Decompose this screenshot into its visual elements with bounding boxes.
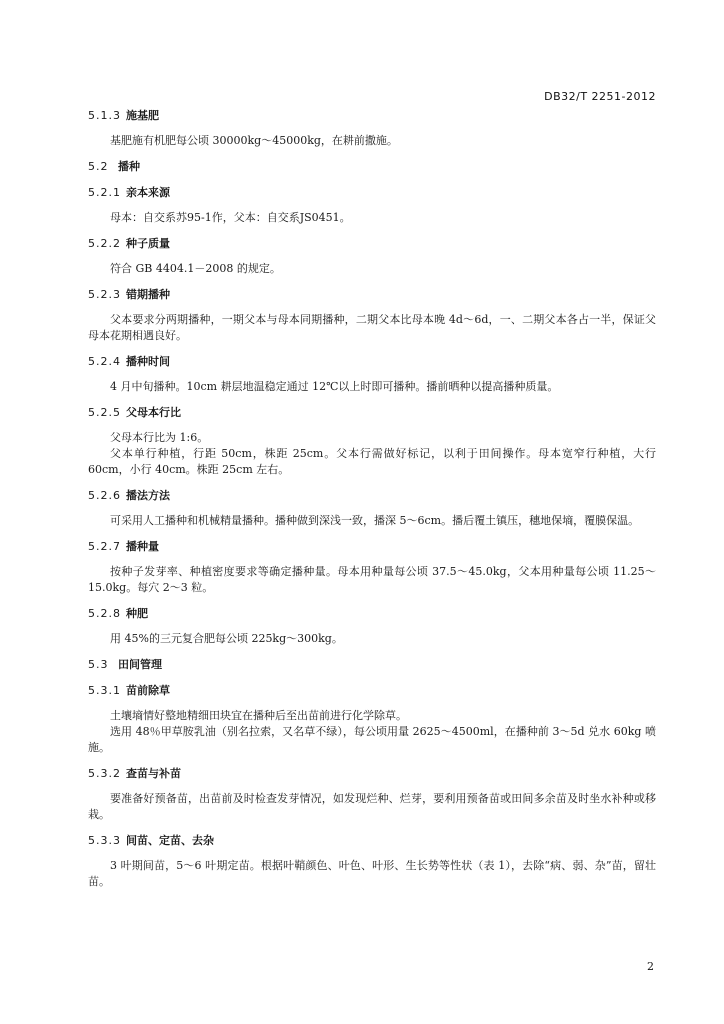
- section-title: 播种量: [126, 540, 159, 553]
- section-number: 5.2.4: [88, 355, 121, 368]
- section-heading: [88, 354, 656, 370]
- section-number: 5.2.6: [88, 489, 121, 502]
- section-title: 田间管理: [118, 658, 162, 671]
- section-paragraph: 基肥施有机肥每公顷 30000kg～45000kg，在耕前撒施。: [110, 134, 398, 147]
- section-paragraph: 用 45%的三元复合肥每公顷 225kg～300kg。: [110, 632, 343, 645]
- section-paragraph: 要准备好预备苗，出苗前及时检查发芽情况，如发现烂种、烂芽，要利用预备苗或田间多余苗及时坐水补种或移栽。: [88, 792, 656, 821]
- section-heading: [88, 766, 656, 782]
- page-number: 2: [647, 960, 654, 973]
- section-number: 5.2.7: [88, 540, 121, 553]
- section-number: 5.3: [88, 658, 109, 671]
- section-title: 种子质量: [126, 237, 170, 250]
- standard-code: DB32/T 2251-2012: [544, 90, 656, 103]
- section-title: 查苗与补苗: [126, 767, 181, 780]
- section-paragraph: 母本：自交系苏95-1作，父本：自交系JS0451。: [110, 211, 351, 224]
- section-heading: [88, 683, 656, 699]
- section-heading: [88, 833, 656, 849]
- section-heading: [88, 488, 656, 504]
- section-number: 5.2.2: [88, 237, 121, 250]
- section-paragraph: 土壤墒情好整地精细田块宜在播种后至出苗前进行化学除草。: [110, 709, 407, 722]
- section-paragraph: 父本要求分两期播种，一期父本与母本同期播种，二期父本比母本晚 4d～6d，一、二期父本各占一半，保证父母本花期相遇良好。: [88, 313, 656, 342]
- section-title: 播法方法: [126, 489, 170, 502]
- section-number: 5.2.5: [88, 406, 121, 419]
- section-paragraph: 父母本行比为 1:6。: [110, 431, 209, 444]
- section-title: 间苗、定苗、去杂: [126, 834, 214, 847]
- section-heading: [88, 287, 656, 303]
- document-body: [88, 108, 656, 890]
- section-paragraph: 4 月中旬播种。10cm 耕层地温稳定通过 12℃以上时即可播种。播前晒种以提高播种质量。: [110, 380, 559, 393]
- section-paragraph: 可采用人工播种和机械精量播种。播种做到深浅一致，播深 5～6cm。播后覆土镇压，穗地保墒，覆膜保温。: [110, 514, 640, 527]
- section-number: 5.2: [88, 160, 109, 173]
- section-heading: [88, 108, 656, 124]
- section-number: 5.2.3: [88, 288, 121, 301]
- section-number: 5.3.2: [88, 767, 121, 780]
- section-title: 种肥: [126, 607, 148, 620]
- section-paragraph: 选用 48％甲草胺乳油（别名拉索，又名草不绿），每公顷用量 2625～4500ml，在播种前 3～5d 兑水 60kg 喷施。: [88, 725, 656, 754]
- section-heading: [88, 606, 656, 622]
- section-heading: [88, 159, 656, 175]
- section-title: 播种时间: [126, 355, 170, 368]
- section-title: 亲本来源: [126, 186, 170, 199]
- section-number: 5.3.1: [88, 684, 121, 697]
- section-paragraph: 父本单行种植，行距 50cm，株距 25cm。父本行需做好标记，以利于田间操作。母本宽窄行种植，大行 60cm，小行 40cm。株距 25cm 左右。: [88, 447, 656, 476]
- section-number: 5.2.8: [88, 607, 121, 620]
- section-heading: [88, 236, 656, 252]
- section-heading: [88, 657, 656, 673]
- section-title: 父母本行比: [126, 406, 181, 419]
- section-title: 错期播种: [126, 288, 170, 301]
- section-heading: [88, 185, 656, 201]
- section-paragraph: 3 叶期间苗，5～6 叶期定苗。根据叶鞘颜色、叶色、叶形、生长势等性状（表 1），去除“病、弱、杂”苗，留壮苗。: [88, 859, 656, 888]
- section-number: 5.1.3: [88, 109, 121, 122]
- section-paragraph: 按种子发芽率、种植密度要求等确定播种量。母本用种量每公顷 37.5～45.0kg，父本用种量每公顷 11.25～15.0kg。每穴 2～3 粒。: [88, 565, 656, 594]
- section-paragraph: 符合 GB 4404.1－2008 的规定。: [110, 262, 281, 275]
- section-title: 播种: [118, 160, 140, 173]
- section-title: 苗前除草: [126, 684, 170, 697]
- section-heading: [88, 405, 656, 421]
- section-number: 5.2.1: [88, 186, 121, 199]
- section-number: 5.3.3: [88, 834, 121, 847]
- section-title: 施基肥: [126, 109, 159, 122]
- section-heading: [88, 539, 656, 555]
